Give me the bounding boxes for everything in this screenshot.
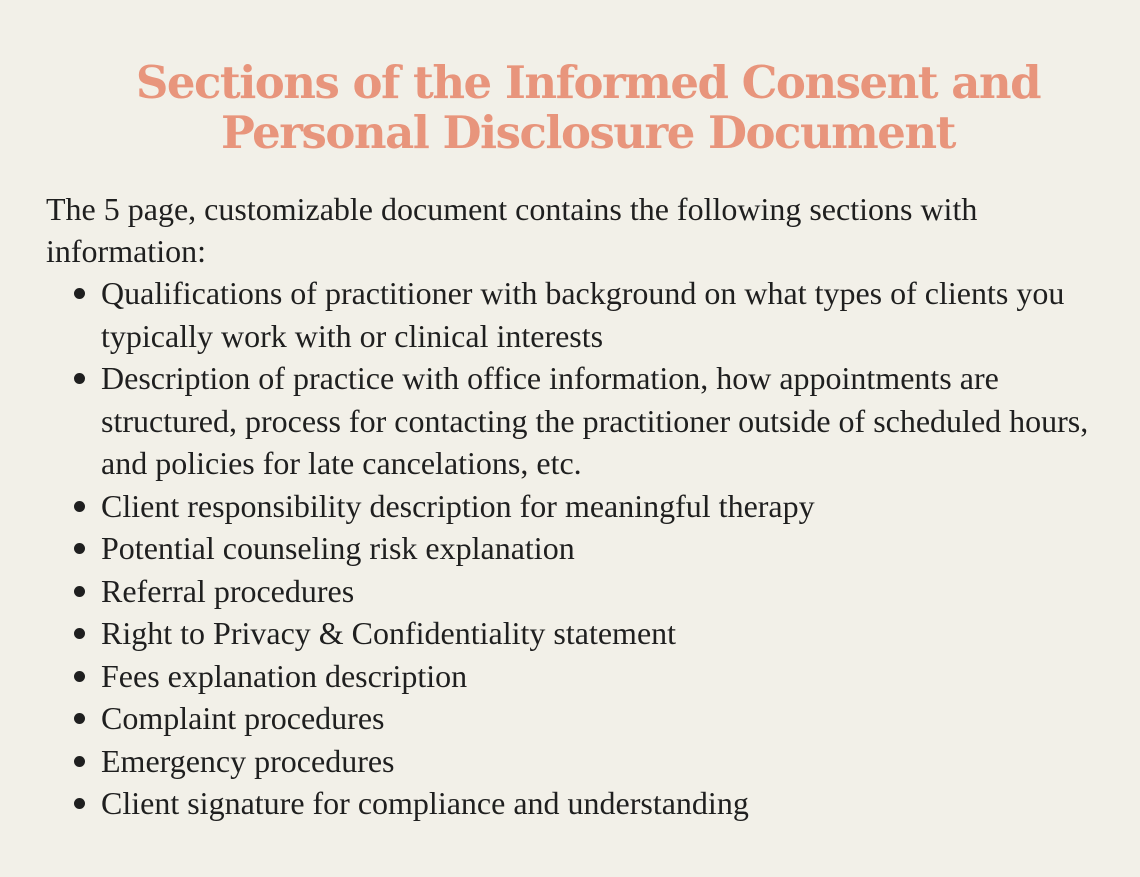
sections-list [46, 272, 1100, 825]
list-item [101, 782, 1100, 825]
list-item-text: Description of practice with office information, how appointments are structured, process for contacting the practitioner outside of scheduled hours, and policies for late cancelations, etc. [101, 360, 1089, 481]
list-item-text: Right to Privacy & Confidentiality statement [101, 615, 677, 651]
list-item [101, 485, 1100, 528]
bullet-icon [74, 543, 85, 554]
list-item [101, 612, 1100, 655]
bullet-icon [74, 586, 85, 597]
list-item-text: Complaint procedures [101, 700, 385, 736]
list-item-text: Client signature for compliance and understanding [101, 785, 749, 821]
bullet-icon [74, 501, 85, 512]
list-item-text: Qualifications of practitioner with background on what types of clients you typically work with or clinical interests [101, 275, 1065, 354]
bullet-icon [74, 373, 85, 384]
list-item [101, 357, 1100, 485]
list-item [101, 527, 1100, 570]
list-item [101, 655, 1100, 698]
bullet-icon [74, 628, 85, 639]
page-title: Sections of the Informed Consent and Personal Disclosure Document [135, 56, 1041, 159]
list-item [101, 570, 1100, 613]
list-item-text: Potential counseling risk explanation [101, 530, 575, 566]
list-item [101, 740, 1100, 783]
bullet-icon [74, 288, 85, 299]
list-item-text: Fees explanation description [101, 657, 468, 694]
list-item [101, 697, 1100, 740]
bullet-icon [74, 798, 85, 809]
list-item-text: Referral procedures [101, 572, 355, 609]
list-item-text: Client responsibility description for meaningful therapy [101, 487, 815, 524]
bullet-icon [74, 756, 85, 767]
bullet-icon [74, 671, 85, 682]
intro-paragraph: The 5 page, customizable document contains the following sections with information: [46, 191, 978, 269]
bullet-icon [74, 713, 85, 724]
list-item-text: Emergency procedures [101, 742, 395, 779]
list-item [101, 272, 1100, 357]
